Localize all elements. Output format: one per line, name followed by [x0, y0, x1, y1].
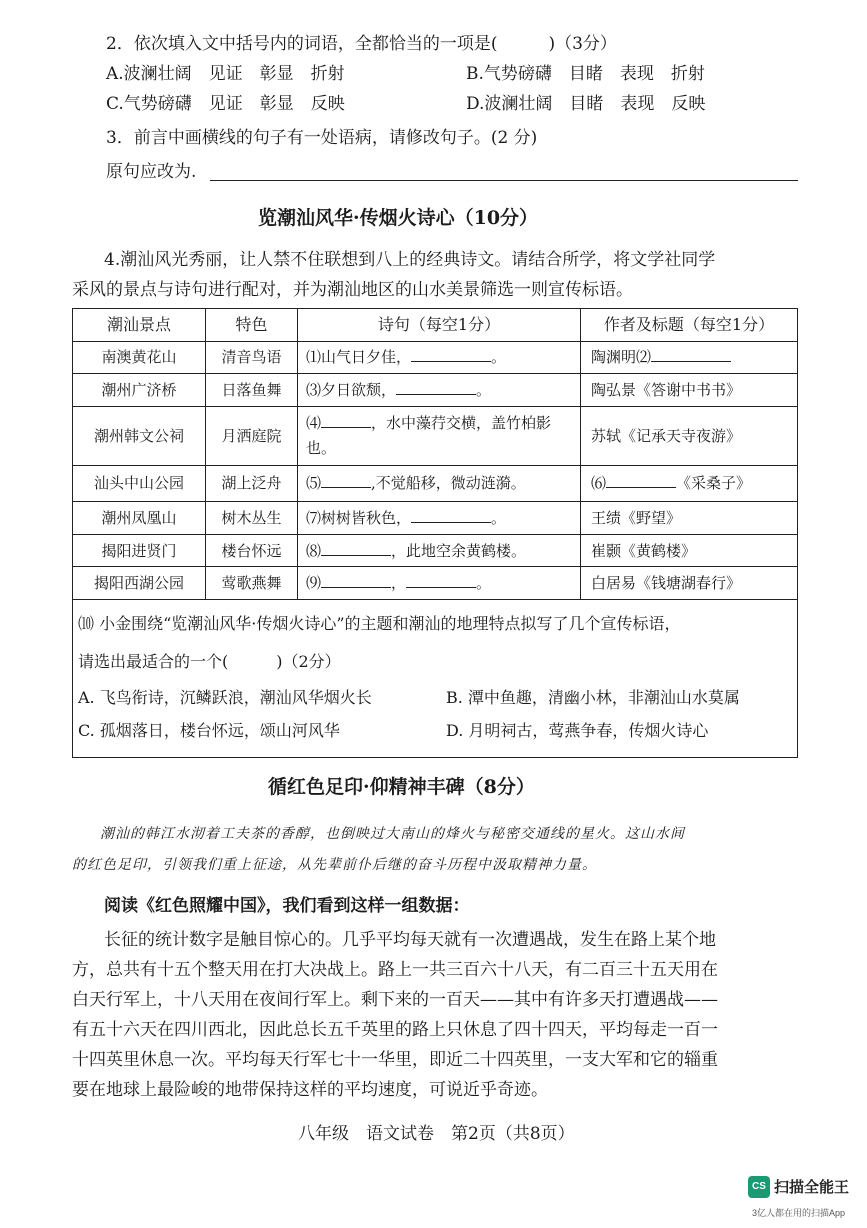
poem-cell: ⑻ ，此地空余黄鹤楼。: [298, 534, 581, 567]
place-cell: 揭阳西湖公园: [73, 567, 206, 600]
q2-option-a: A.波澜壮阔 见证 彰显 折射: [106, 64, 345, 84]
page-footer: 八年级 语文试卷 第2页（共8页）: [298, 1124, 575, 1144]
author-cell: 陶渊明⑵: [581, 341, 798, 374]
place-cell: 潮州韩文公祠: [73, 406, 206, 465]
passage-line: 有五十六天在四川西北，因此总长五千英里的路上只休息了四十四天，平均每走一百一: [72, 1020, 718, 1040]
camscanner-logo-icon: CS: [748, 1176, 770, 1198]
q10-option-b: B. 潭中鱼趣，清幽小林，非潮汕山水莫属: [446, 688, 740, 707]
author-cell: 崔颢《黄鹤楼》: [581, 534, 798, 567]
q2-option-b: B.气势磅礴 目睹 表现 折射: [466, 64, 705, 84]
poem-cell: ⑼ ， 。: [298, 567, 581, 600]
passage-line: 长征的统计数字是触目惊心的。几乎平均每天就有一次遭遇战，发生在路上某个地: [104, 930, 716, 950]
header-poem: 诗句（每空1分）: [298, 309, 581, 342]
q10-option-a: A. 飞鸟衔诗，沉鳞跃浪，潮汕风华烟火长: [78, 688, 372, 707]
place-cell: 揭阳进贤门: [73, 534, 206, 567]
poem-cell: ⑸ ,不觉船移，微动涟漪。: [298, 465, 581, 502]
feature-cell: 楼台怀远: [206, 534, 298, 567]
table-row: [73, 567, 798, 600]
header-author: 作者及标题（每空1分）: [581, 309, 798, 342]
q2-stem: 2．依次填入文中括号内的词语，全都恰当的一项是( )（3分）: [106, 34, 617, 54]
table-row: [73, 406, 798, 465]
table-row: [73, 341, 798, 374]
answer-blank-9a[interactable]: [321, 573, 391, 588]
passage-line: 白天行军上，十八天用在夜间行军上。剩下来的一百天——其中有许多天打遭遇战——: [72, 990, 718, 1010]
answer-blank-8[interactable]: [321, 541, 391, 556]
q2-option-d: D.波澜壮阔 目睹 表现 反映: [466, 94, 706, 114]
header-feature: 特色: [206, 309, 298, 342]
author-cell: ⑹ 《采桑子》: [581, 465, 798, 502]
poem-cell: ⑴山气日夕佳， 。: [298, 341, 581, 374]
answer-blank-4[interactable]: [321, 413, 371, 428]
feature-cell: 湖上泛舟: [206, 465, 298, 502]
poem-cell: ⑷ ，水中藻荇交横，盖竹柏影也。: [298, 406, 581, 465]
feature-cell: 清音鸟语: [206, 341, 298, 374]
section1-title: 览潮汕风华·传烟火诗心（10分）: [258, 207, 539, 229]
intro-line1: 潮汕的韩江水沏着工夫茶的香醇，也倒映过大南山的烽火与秘密交通线的星火。这山水间: [100, 826, 685, 842]
q10-option-d: D. 月明祠古，莺燕争春，传烟火诗心: [446, 721, 709, 740]
feature-cell: 莺歌燕舞: [206, 567, 298, 600]
answer-blank-1[interactable]: [411, 347, 491, 362]
feature-cell: 日落鱼舞: [206, 374, 298, 407]
place-cell: 潮州凤凰山: [73, 502, 206, 535]
q4-line1: 4.潮汕风光秀丽，让人禁不住联想到八上的经典诗文。请结合所学，将文学社同学: [104, 250, 716, 270]
poem-matching-table: [72, 308, 798, 600]
passage-line: 方，总共有十五个整天用在打大决战上。路上一共三百六十八天，有二百三十五天用在: [72, 960, 718, 980]
intro-line2: 的红色足印，引领我们重上征途，从先辈前仆后继的奋斗历程中汲取精神力量。: [72, 857, 597, 873]
table-row: [73, 534, 798, 567]
passage-line: 十四英里休息一次。平均每天行军七十一华里，即近二十四英里，一支大军和它的辎重: [72, 1050, 718, 1070]
answer-blank-3[interactable]: [396, 380, 476, 395]
q4-line2: 采风的景点与诗句进行配对，并为潮汕地区的山水美景筛选一则宣传标语。: [72, 280, 633, 300]
answer-blank-9b[interactable]: [406, 573, 476, 588]
feature-cell: 树木丛生: [206, 502, 298, 535]
header-place: 潮汕景点: [73, 309, 206, 342]
table-row: [73, 502, 798, 535]
table-row: [73, 374, 798, 407]
place-cell: 潮州广济桥: [73, 374, 206, 407]
feature-cell: 月洒庭院: [206, 406, 298, 465]
q3-answer-label: 原句应改为.: [106, 162, 197, 182]
answer-blank-6[interactable]: [606, 473, 676, 488]
author-cell: 王绩《野望》: [581, 502, 798, 535]
answer-blank-7[interactable]: [411, 508, 491, 523]
q2-option-c: C.气势磅礴 见证 彰显 反映: [106, 94, 345, 114]
author-cell: 白居易《钱塘湖春行》: [581, 567, 798, 600]
q3-stem: 3．前言中画横线的句子有一处语病，请修改句子。(2 分): [106, 128, 538, 148]
place-cell: 南澳黄花山: [73, 341, 206, 374]
q3-answer-line[interactable]: [210, 180, 798, 181]
place-cell: 汕头中山公园: [73, 465, 206, 502]
camscanner-brand: 扫描全能王: [774, 1179, 850, 1196]
poem-cell: ⑺树树皆秋色， 。: [298, 502, 581, 535]
table-row: [73, 465, 798, 502]
passage-lead: 阅读《红色照耀中国》，我们看到这样一组数据：: [104, 896, 470, 916]
author-cell: 苏轼《记承天寺夜游》: [581, 406, 798, 465]
author-cell: 陶弘景《答谢中书书》: [581, 374, 798, 407]
section2-title: 循红色足印·仰精神丰碑（8分）: [268, 776, 535, 798]
answer-blank-5[interactable]: [321, 473, 371, 488]
q10-stem-line1: ⑽ 小金围绕“览潮汕风华·传烟火诗心”的主题和潮汕的地理特点拟写了几个宣传标语，: [78, 614, 681, 633]
passage-line: 要在地球上最险峻的地带保持这样的平均速度，可说近乎奇迹。: [72, 1080, 548, 1100]
q10-option-c: C. 孤烟落日，楼台怀远，颂山河风华: [78, 721, 340, 740]
answer-blank-2[interactable]: [651, 347, 731, 362]
camscanner-tagline: 3亿人都在用的扫描App: [752, 1208, 846, 1218]
table-header-row: [73, 309, 798, 342]
q10-stem-line2: 请选出最适合的一个( )（2分）: [78, 652, 341, 671]
poem-cell: ⑶夕日欲颓， 。: [298, 374, 581, 407]
